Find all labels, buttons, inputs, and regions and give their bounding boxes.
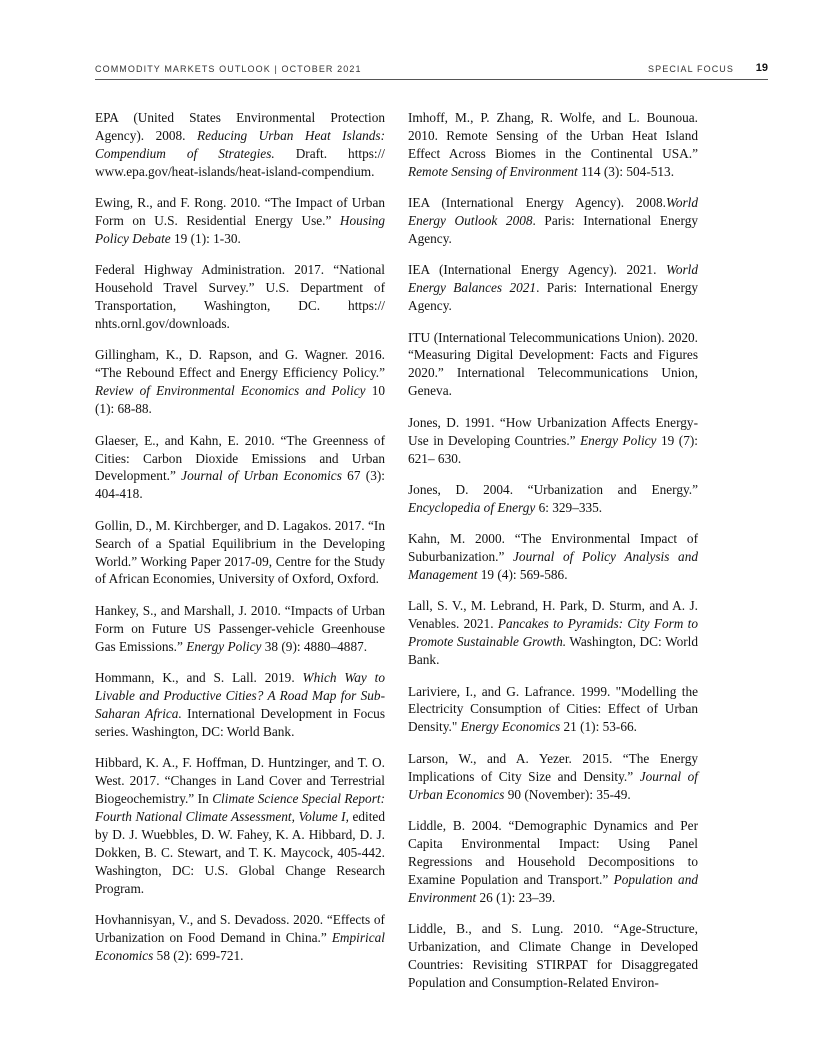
- header-rule: [95, 79, 768, 80]
- reference-text: Hovhannisyan, V., and S. Devadoss. 2020. “Effects of Urbanization on Food Demand in China.”: [95, 911, 385, 945]
- reference-text: 19 (1): 1-30.: [170, 230, 241, 246]
- reference-title: Empirical Economics: [95, 929, 385, 963]
- reference-entry: [95, 261, 385, 333]
- reference-entry: [95, 109, 385, 181]
- reference-title: World Energy Outlook 2008: [408, 195, 698, 229]
- reference-title: Which Way to Livable and Productive Cities? A Road Map for Sub-Saharan Africa.: [95, 670, 385, 721]
- references-left-column: [95, 109, 385, 978]
- reference-title: Population and Environment: [408, 871, 698, 905]
- reference-title: Journal of Urban Economics: [408, 768, 698, 802]
- reference-text: Gollin, D., M. Kirchberger, and D. Lagakos. 2017. “In Search of a Spatial Equilibrium in the Developing World.” Working Paper 2017-09, Centre for the Study of African Economies, University of Oxford, Oxford.: [95, 517, 385, 587]
- reference-entry: [95, 669, 385, 741]
- reference-text: 58 (2): 699-721.: [153, 947, 244, 963]
- reference-text: Jones, D. 2004. “Urbanization and Energy.”: [408, 481, 698, 497]
- reference-text: Glaeser, E., and Kahn, E. 2010. “The Greenness of Cities: Carbon Dioxide Emissions and Urban Development.”: [95, 432, 385, 484]
- reference-text: International Development in Focus series. Washington, DC: World Bank.: [95, 705, 385, 739]
- reference-text: . Paris: International Energy Agency.: [408, 213, 698, 246]
- reference-title: Housing Policy Debate: [95, 213, 385, 246]
- reference-text: Lall, S. V., M. Lebrand, H. Park, D. Sturm, and A. J. Venables. 2021.: [408, 598, 698, 632]
- reference-entry: [95, 602, 385, 656]
- reference-title: Reducing Urban Heat Islands: Compendium of Strategies.: [95, 127, 386, 161]
- reference-entry: [408, 261, 698, 315]
- reference-text: Gillingham, K., D. Rapson, and G. Wagner. 2016. “The Rebound Effect and Energy Efficiency Policy.”: [95, 347, 385, 381]
- page-header: [95, 62, 768, 78]
- reference-title: Energy Policy: [580, 432, 657, 448]
- references-right-column: [408, 109, 698, 1005]
- reference-entry: [408, 597, 698, 669]
- reference-text: 26 (1): 23–39.: [476, 889, 556, 905]
- reference-entry: [95, 911, 385, 965]
- reference-title: Energy Economics: [460, 719, 561, 735]
- reference-text: 19 (7): 621– 630.: [408, 432, 698, 466]
- reference-entry: [95, 432, 385, 504]
- reference-text: IEA (International Energy Agency). 2021.: [408, 262, 666, 278]
- reference-text: 19 (4): 569-586.: [477, 567, 568, 583]
- reference-text: Larson, W., and A. Yezer. 2015. “The Energy Implications of City Size and Density.”: [408, 750, 698, 784]
- reference-text: 6: 329–335.: [535, 499, 603, 515]
- reference-text: 10 (1): 68-88.: [95, 383, 386, 417]
- reference-entry: [95, 194, 385, 248]
- reference-title: Energy Policy: [186, 638, 262, 654]
- reference-text: Lariviere, I., and G. Lafrance. 1999. "Modelling the Electricity Consumption of Cities: Effect of Urban Density.": [408, 683, 698, 735]
- reference-title: Journal of Policy Analysis and Management: [408, 549, 698, 583]
- reference-entry: [408, 329, 698, 401]
- reference-entry: [408, 109, 698, 181]
- reference-title: Encyclopedia of Energy: [408, 499, 536, 515]
- reference-title: Pancakes to Pyramids: City Form to Promote Sustainable Growth.: [408, 616, 699, 650]
- page-number: 19: [755, 62, 768, 74]
- reference-text: Draft. https:// www.epa.gov/heat-islands/heat-island-compendium.: [95, 145, 385, 179]
- running-title: COMMODITY MARKETS OUTLOOK | OCTOBER 2021: [95, 64, 362, 74]
- reference-text: 21 (1): 53-66.: [560, 719, 637, 735]
- reference-text: Ewing, R., and F. Rong. 2010. “The Impact of Urban Form on U.S. Residential Energy Use.”: [95, 195, 385, 229]
- reference-text: 67 (3): 404-418.: [95, 468, 385, 502]
- reference-text: Imhoff, M., P. Zhang, R. Wolfe, and L. Bounoua. 2010. Remote Sensing of the Urban Heat Island Effect Across Biomes in the Continental USA.”: [408, 110, 698, 161]
- reference-title: Review of Environmental Economics and Policy: [95, 383, 366, 399]
- reference-text: 38 (9): 4880–4887.: [261, 638, 368, 654]
- reference-entry: [408, 530, 698, 584]
- reference-title: Climate Science Special Report: Fourth National Climate Assessment, Volume I,: [95, 791, 385, 824]
- reference-text: . Paris: International Energy Agency.: [408, 280, 698, 314]
- reference-entry: [408, 817, 698, 907]
- reference-text: EPA (United States Environmental Protection Agency). 2008.: [95, 110, 385, 143]
- reference-text: 114 (3): 504-513.: [577, 163, 675, 179]
- reference-entry: [95, 754, 385, 897]
- reference-text: Jones, D. 1991. “How Urbanization Affects Energy-Use in Developing Countries.”: [408, 414, 698, 448]
- reference-text: Liddle, B. 2004. “Demographic Dynamics and Per Capita Environmental Impact: Using Panel Regressions and Household Decompositions to Examine Population and Transport.”: [408, 818, 698, 887]
- reference-title: Remote Sensing of Environment: [408, 163, 578, 179]
- reference-title: World Energy Balances 2021: [408, 262, 698, 296]
- section-label: SPECIAL FOCUS: [648, 64, 734, 74]
- reference-text: Hibbard, K. A., F. Hoffman, D. Huntzinger, and T. O. West. 2017. “Changes in Land Cover and Terrestrial Biogeochemistry.” In: [95, 755, 385, 806]
- reference-text: Washington, DC: World Bank.: [408, 634, 698, 668]
- reference-text: IEA (International Energy Agency). 2008.: [408, 195, 666, 211]
- reference-text: Liddle, B., and S. Lung. 2010. “Age-Structure, Urbanization, and Climate Change in Developed Countries: Revisiting STIRPAT for Disaggregated Population and Consumption-Related Environ-: [408, 921, 698, 990]
- reference-entry: [95, 346, 385, 418]
- reference-text: Hommann, K., and S. Lall. 2019.: [95, 670, 303, 686]
- reference-entry: [408, 683, 698, 737]
- reference-text: 90 (November): 35-49.: [504, 786, 631, 802]
- reference-text: Hankey, S., and Marshall, J. 2010. “Impacts of Urban Form on Future US Passenger-vehicle Greenhouse Gas Emissions.”: [95, 602, 385, 654]
- reference-text: edited by D. J. Wuebbles, D. W. Fahey, K. A. Hibbard, D. J. Dokken, B. C. Stewart, and T. K. Maycock, 405-442. Washington, DC: U.S. Global Change Research Program.: [95, 808, 385, 896]
- reference-entry: [408, 481, 698, 517]
- reference-text: Federal Highway Administration. 2017. “National Household Travel Survey.” U.S. Department of Transportation, Washington, DC. https:// nhts.ornl.gov/downloads.: [95, 262, 385, 332]
- reference-entry: [408, 920, 698, 992]
- reference-entry: [408, 750, 698, 804]
- reference-entry: [95, 517, 385, 589]
- reference-title: Journal of Urban Economics: [181, 468, 342, 484]
- reference-text: Kahn, M. 2000. “The Environmental Impact of Suburbanization.”: [408, 531, 698, 565]
- reference-entry: [408, 414, 698, 468]
- reference-text: ITU (International Telecommunications Union). 2020. “Measuring Digital Development: Facts and Figures 2020.” International Telecommunications Union, Geneva.: [408, 329, 698, 399]
- reference-entry: [408, 194, 698, 248]
